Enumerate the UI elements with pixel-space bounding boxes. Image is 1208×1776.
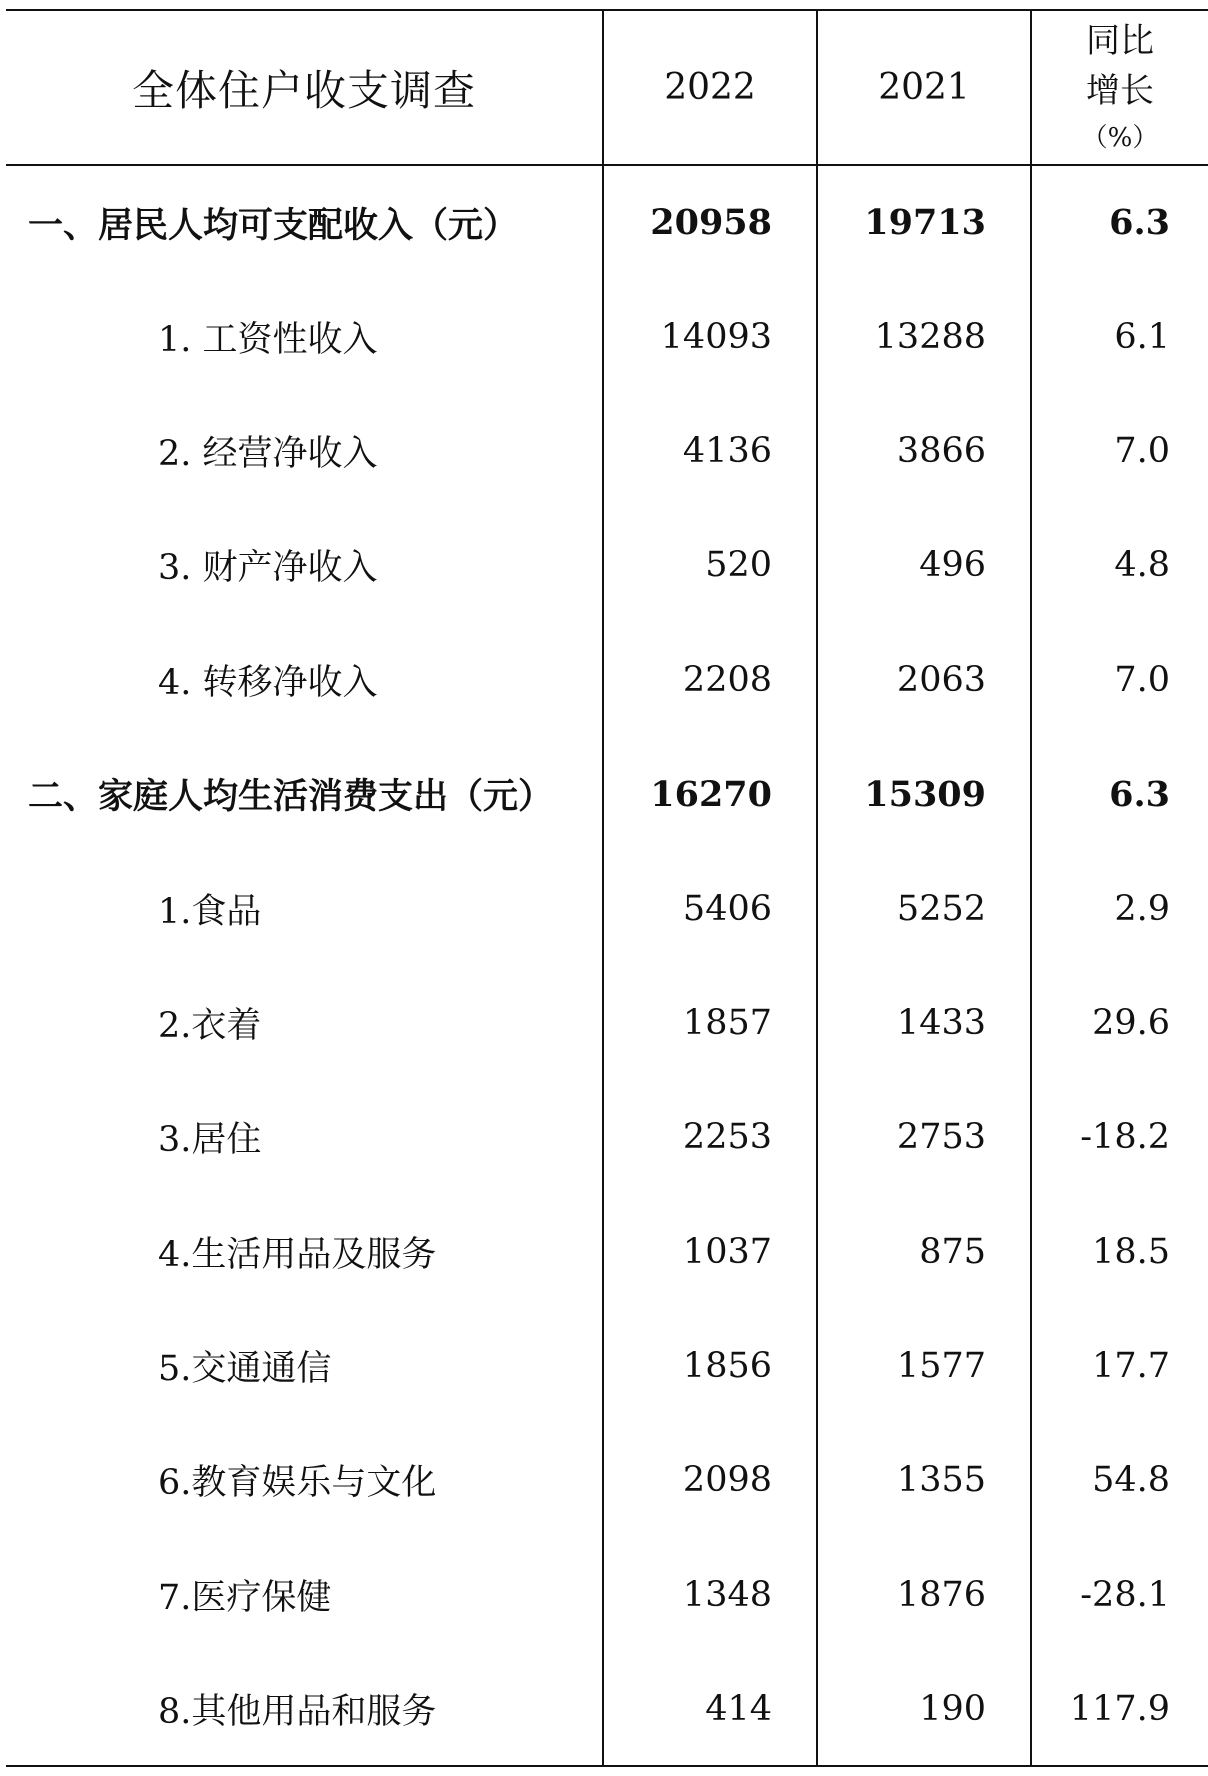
value-2021: 19713 xyxy=(817,165,1031,279)
value-2021: 13288 xyxy=(817,279,1031,393)
value-2022: 2208 xyxy=(603,623,817,737)
value-2022: 414 xyxy=(603,1652,817,1766)
header-survey-title: 全体住户收支调查 xyxy=(6,10,603,165)
value-2021: 15309 xyxy=(817,737,1031,851)
header-yoy-growth xyxy=(1031,10,1208,165)
value-2022: 14093 xyxy=(603,279,817,393)
value-2021: 2063 xyxy=(817,623,1031,737)
header-yoy-line1: 同比 xyxy=(1086,20,1154,61)
row-label: 4.生活用品及服务 xyxy=(158,1234,437,1275)
row-label: 4. 转移净收入 xyxy=(158,662,378,703)
row-label: 3.居住 xyxy=(158,1120,262,1161)
value-2022: 1857 xyxy=(603,966,817,1080)
value-yoy: -18.2 xyxy=(1031,1080,1208,1194)
value-yoy: 6.3 xyxy=(1031,737,1208,851)
value-yoy: 117.9 xyxy=(1031,1652,1208,1766)
row-label: 2.衣着 xyxy=(158,1005,262,1046)
value-2021: 1577 xyxy=(817,1309,1031,1423)
row-label: 5.交通通信 xyxy=(158,1349,332,1390)
row-label: 1. 工资性收入 xyxy=(158,319,378,360)
value-yoy: 18.5 xyxy=(1031,1195,1208,1309)
table-row xyxy=(6,1080,1208,1194)
header-row xyxy=(6,10,1208,165)
value-yoy: 6.3 xyxy=(1031,165,1208,279)
value-2022: 5406 xyxy=(603,851,817,965)
income-expenditure-table xyxy=(6,9,1208,1767)
table-body xyxy=(6,165,1208,1766)
value-2022: 16270 xyxy=(603,737,817,851)
value-yoy: 7.0 xyxy=(1031,394,1208,508)
row-label: 1.食品 xyxy=(158,891,262,932)
value-yoy: 6.1 xyxy=(1031,279,1208,393)
value-2021: 1355 xyxy=(817,1423,1031,1537)
value-yoy: 29.6 xyxy=(1031,966,1208,1080)
table-row xyxy=(6,851,1208,965)
table-row xyxy=(6,1309,1208,1423)
value-yoy: -28.1 xyxy=(1031,1538,1208,1652)
value-2021: 875 xyxy=(817,1195,1031,1309)
header-year-2022: 2022 xyxy=(603,10,817,165)
value-2022: 4136 xyxy=(603,394,817,508)
table-row xyxy=(6,623,1208,737)
table-header xyxy=(6,10,1208,165)
value-2021: 496 xyxy=(817,508,1031,622)
value-2021: 1876 xyxy=(817,1538,1031,1652)
row-label: 8.其他用品和服务 xyxy=(6,1652,603,1766)
value-yoy: 2.9 xyxy=(1031,851,1208,965)
table-row xyxy=(6,1538,1208,1652)
value-2021: 5252 xyxy=(817,851,1031,965)
row-label: 二、家庭人均生活消费支出（元） xyxy=(28,776,554,818)
row-label: 一、居民人均可支配收入（元） xyxy=(28,204,519,246)
value-2021: 2753 xyxy=(817,1080,1031,1194)
value-yoy: 4.8 xyxy=(1031,508,1208,622)
table-row xyxy=(6,394,1208,508)
table-row xyxy=(6,966,1208,1080)
table-row xyxy=(6,1195,1208,1309)
row-label: 6.教育娱乐与文化 xyxy=(158,1463,437,1504)
row-label: 7.医疗保健 xyxy=(158,1577,332,1618)
table-row xyxy=(6,737,1208,851)
row-label: 3. 财产净收入 xyxy=(158,548,378,589)
table-row xyxy=(6,1423,1208,1537)
value-2021: 190 xyxy=(817,1652,1031,1766)
value-2021: 1433 xyxy=(817,966,1031,1080)
row-label: 2. 经营净收入 xyxy=(158,433,378,474)
table-row xyxy=(6,508,1208,622)
value-2022: 1037 xyxy=(603,1195,817,1309)
table-row xyxy=(6,165,1208,279)
value-yoy: 17.7 xyxy=(1031,1309,1208,1423)
value-yoy: 54.8 xyxy=(1031,1423,1208,1537)
header-year-2021: 2021 xyxy=(817,10,1031,165)
table-row xyxy=(6,1652,1208,1766)
value-2022: 1348 xyxy=(603,1538,817,1652)
value-yoy: 7.0 xyxy=(1031,623,1208,737)
value-2022: 20958 xyxy=(603,165,817,279)
value-2022: 2253 xyxy=(603,1080,817,1194)
table-row xyxy=(6,279,1208,393)
header-yoy-line2: 增长 xyxy=(1086,70,1154,111)
value-2022: 520 xyxy=(603,508,817,622)
value-2022: 1856 xyxy=(603,1309,817,1423)
value-2021: 3866 xyxy=(817,394,1031,508)
header-yoy-unit: （%） xyxy=(1081,122,1159,153)
value-2022: 2098 xyxy=(603,1423,817,1537)
